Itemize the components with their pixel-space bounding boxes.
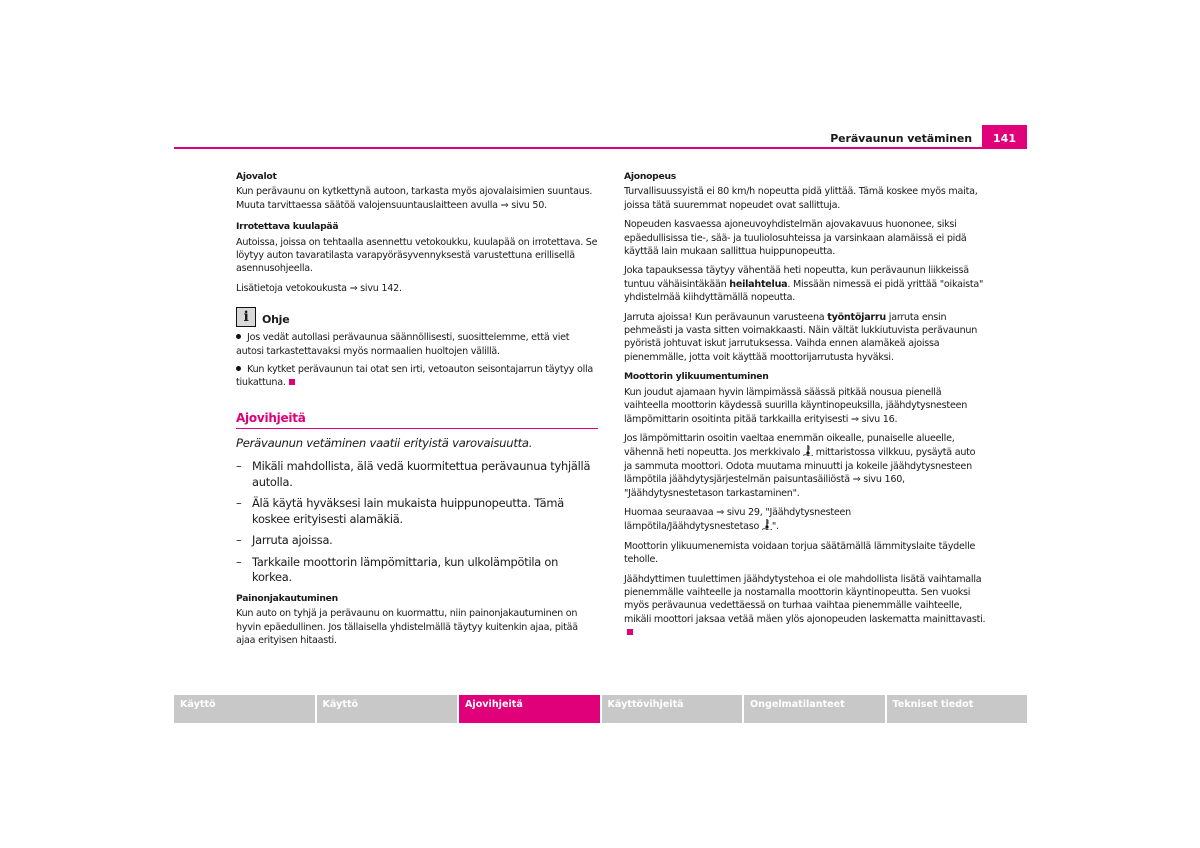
coolant-temperature-icon [803, 445, 813, 456]
note-bullet [236, 331, 598, 358]
list-item-text: Älä käytä hyväksesi lain mukaista huippunopeutta. Tämä koskee erityisesti alamäkiä. [252, 496, 564, 526]
dash-marker: – [236, 459, 242, 474]
header-divider [174, 147, 1027, 149]
irrotettava-reference: Lisätietoja vetokoukusta ⇒ sivu 142. [236, 282, 402, 294]
ylikuumeneminen-p1: Kun joudut ajamaan hyvin lämpimässä säässä pitkää nousua pienellä vaihteella moottorin käydessä suurilla käyntinopeuksilla, jäähdytysnesteen lämpömittarin osoitinta pitää tarkkailla erityisesti ⇒ sivu 16. [624, 386, 968, 425]
section-title-ajovihjeita: Ajovihjeitä [236, 412, 598, 429]
bullet-icon [236, 366, 241, 371]
ajovalot-text: Kun perävaunu on kytkettynä autoon, tarkasta myös ajovalaisimien suuntaus. Muuta tarvittaessa säätöä valojensuuntauslaitteen avulla ⇒ sivu 50. [236, 186, 593, 211]
list-item [236, 496, 598, 527]
irrotettava-text: Autoissa, joissa on tehtaalla asennettu vetokoukku, kuulapää on irrotettava. Se löytyy auton tavaratilasta varapyöräsyvennyksestä varustettuna erillisellä asennusohjeella. [236, 236, 598, 275]
ajonopeus-p4-bold: työntöjarru [827, 311, 886, 323]
painonjako-text: Kun auto on tyhjä ja perävaunu on kuormattu, niin painonjakautuminen on hyvin epäedullinen. Jos tällaisella yhdistelmällä täytyy kuitenkin ajaa, pitää ajaa erityisen hitaasti. [236, 608, 578, 646]
ajonopeus-p3-c: . Missään nimessä ei pidä yrittää "oikaista" yhdistelmää kiihdyttämällä nopeutta. [624, 278, 984, 304]
section-lead: Perävaunun vetäminen vaatii erityistä varovaisuutta. [236, 436, 533, 451]
note-title: Ohje [262, 313, 290, 327]
ajonopeus-p2: Nopeuden kasvaessa ajoneuvoyhdistelmän ajovakavuus huononee, siksi epäedullisissa tie-, sää- ja tuuliolosuhteissa ja varsinkaan alamäissä ei pidä käyttää lain mukaan sallittua huippunopeutta. [624, 219, 967, 258]
nav-tab-kaytto[interactable]: Käyttö [174, 695, 315, 723]
coolant-temperature-icon [762, 519, 772, 530]
ylikuumeneminen-p5: Jäähdyttimen tuulettimen jäähdytystehoa ei ole mahdollista lisätä vaihtamalla pienemmälle vaihteelle ja nostamalla moottorin käyntinopeutta. Sen vuoksi myös perävaunua vedettäessä on turhaa vaihtaa pienemmälle vaihteelle, mikäli moottori jaksaa vetää mäen ylös ajonopeuden laskematta mainittavasti. [624, 573, 986, 625]
left-column [236, 170, 598, 653]
ajonopeus-heading: Ajonopeus [624, 171, 676, 182]
nav-tab-kayttovihjeita[interactable]: Käyttövihjeitä [602, 695, 743, 723]
irrotettava-heading: Irrotettava kuulapää [236, 221, 339, 233]
ajonopeus-p4-c: jarruta ensin pehmeästi ja vasta sitten voimakkaasti. Näin vältät lukkiutuvista perävaunun pyöristä johtuvat iskut jarrutuksessa. Vaihda ennen alamäkeä ajoissa pienemmälle, jotta voit käyttää moottorijarrutusta hyväksi. [624, 311, 978, 363]
nav-tab-ongelmatilanteet[interactable]: Ongelmatilanteet [744, 695, 885, 723]
list-item-text: Mikäli mahdollista, älä vedä kuormitettua perävaunua tyhjällä autolla. [252, 459, 591, 489]
note-bullet-text: Kun kytket perävaunun tai otat sen irti, vetoauton seisontajarrun täytyy olla tiukattuna. [236, 364, 594, 389]
nav-tab-tekniset-tiedot[interactable]: Tekniset tiedot [887, 695, 1028, 723]
note-header [236, 307, 598, 327]
ylikuumeneminen-p3-a: Huomaa seuraavaa ⇒ sivu 29, "Jäähdytysnesteen lämpötila/Jäähdytysnestetaso [624, 506, 852, 533]
ylikuumeneminen-p4: Moottorin ylikuumenemista voidaan torjua säätämällä lämmityslaite täydelle teholle. [624, 540, 976, 566]
note-bullet [236, 363, 598, 390]
ylikuumeneminen-p2 [624, 432, 986, 500]
ylikuumeneminen-p2-b: mittaristossa vilkkuu, pysäytä auto ja sammuta moottori. Odota muutama minuutti ja kokeile jäähdytysnesteen lämpötila jäähdytysjärjestelmän paisuntasäiliöstä ⇒ sivu 160, "Jäähdytysnestetason tarkastaminen". [624, 447, 976, 499]
ylikuumeneminen-p5-wrap [624, 573, 986, 640]
ylikuumeneminen-p3-b: ". [771, 521, 779, 533]
ajovalot-heading: Ajovalot [236, 171, 277, 182]
ylikuumeneminen-p2-a: Jos lämpömittarin osoitin vaeltaa enemmän oikealle, punaiselle alueelle, vähennä heti nopeutta. Jos merkkivalo [624, 432, 955, 459]
page-number: 141 [982, 125, 1027, 149]
nav-tab-ajovihjeita[interactable]: Ajovihjeitä [459, 695, 600, 723]
page-header-title: Perävaunun vetäminen [830, 132, 972, 145]
ajonopeus-p4 [624, 311, 986, 365]
list-item-text: Jarruta ajoissa. [252, 533, 333, 548]
ylikuumeneminen-heading: Moottorin ylikuumentuminen [624, 371, 769, 383]
list-item [236, 533, 598, 549]
nav-tab-kaytto-2[interactable]: Käyttö [317, 695, 458, 723]
dash-marker: – [236, 496, 242, 511]
ajonopeus-p4-a: Jarruta ajoissa! Kun perävaunun varusteena [624, 311, 828, 323]
list-item [236, 555, 598, 586]
ajonopeus-p3-bold: heilahtelua [729, 278, 788, 290]
note-bullet-text: Jos vedät autollasi perävaunua säännöllisesti, suosittelemme, että viet autosi tarkastettavaksi myös normaalien huoltojen välillä. [236, 332, 570, 357]
painonjako-heading: Painonjakautuminen [236, 592, 338, 604]
ajonopeus-p3-a: Joka tapauksessa täytyy vähentää heti nopeutta, kun perävaunun liikkeissä tuntuu vähäisintäkään [624, 265, 969, 290]
dash-marker: – [236, 554, 242, 569]
list-item-text: Tarkkaile moottorin lämpömittaria, kun ulkolämpötila on korkea. [252, 554, 559, 585]
ajonopeus-p1: Turvallisuussyistä ei 80 km/h nopeutta pidä ylittää. Tämä koskee myös maita, joissa tätä suuremmat nopeudet ovat sallittuja. [624, 186, 978, 211]
ylikuumeneminen-p3 [624, 506, 986, 534]
dash-marker: – [236, 533, 242, 548]
bullet-icon [236, 334, 241, 339]
end-mark-icon [289, 379, 295, 385]
list-item [236, 459, 598, 490]
end-mark-icon [627, 629, 633, 635]
info-icon: i [236, 307, 256, 327]
ajonopeus-p3 [624, 264, 986, 304]
right-column [624, 170, 986, 646]
footer-nav [174, 695, 1027, 723]
